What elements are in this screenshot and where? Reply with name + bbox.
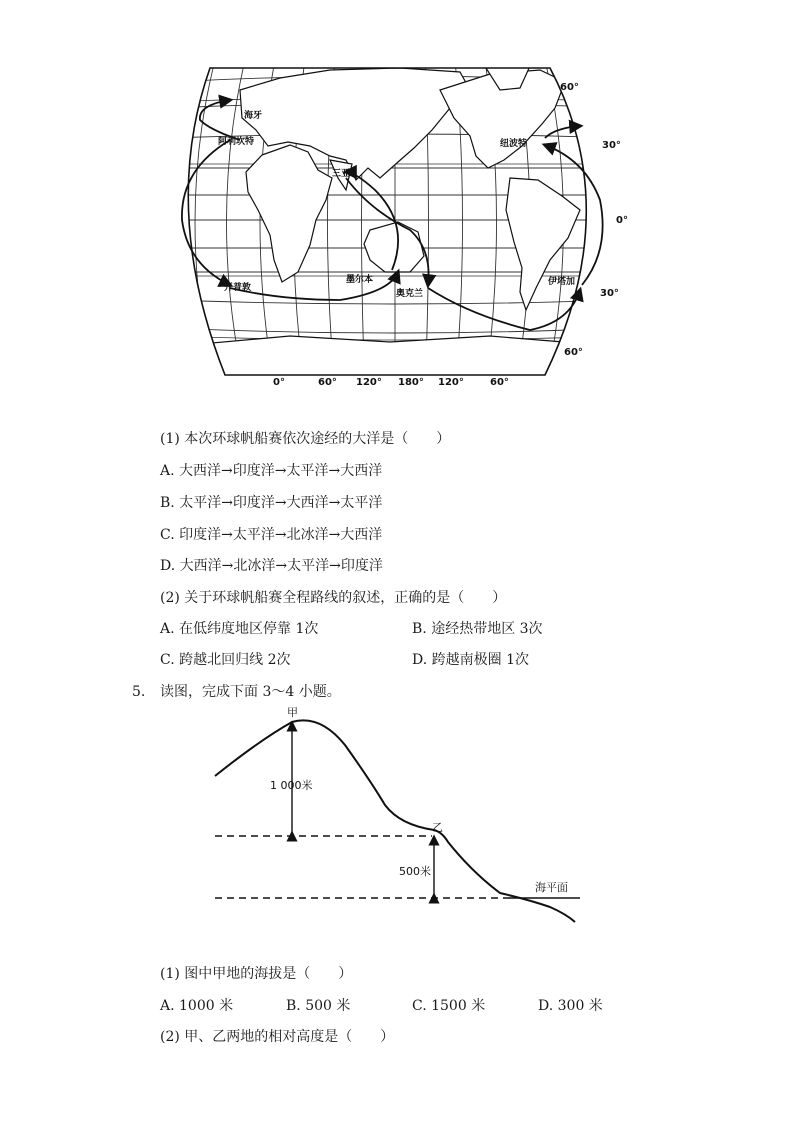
lat-label: 60°: [564, 347, 583, 358]
lon-label: 60°: [490, 377, 509, 388]
label-sea-level: 海平面: [535, 881, 568, 894]
city-label-melbourne: 墨尔本: [346, 275, 374, 285]
africa-landmass: [246, 145, 332, 282]
question-2-option-c[interactable]: C. 跨越北回归线 2次: [160, 652, 291, 668]
question-3-option-a[interactable]: A. 1000 米: [160, 998, 234, 1014]
city-label-hague: 海牙: [244, 111, 263, 121]
question-3-stem: (1) 图中甲地的海拔是（ ）: [160, 966, 353, 982]
lon-label: 120°: [438, 377, 464, 388]
antarctica-landmass: [190, 336, 600, 390]
city-label-itajai: 伊塔加: [548, 277, 576, 287]
question-5-text: 读图，完成下面 3～4 小题。: [160, 684, 341, 700]
lon-label: 60°: [318, 377, 337, 388]
question-2-option-b[interactable]: B. 途经热带地区 3次: [412, 621, 543, 637]
south-america-landmass: [506, 178, 580, 310]
label-yi: 乙: [432, 821, 443, 834]
lat-label: 0°: [616, 215, 628, 226]
lat-label: 60°: [560, 82, 579, 93]
label-jia: 甲: [287, 706, 298, 719]
question-2-option-a[interactable]: A. 在低纬度地区停靠 1次: [160, 621, 319, 637]
label-height-1000: 1 000米: [270, 779, 313, 792]
city-label-alicante: 阿利坎特: [218, 137, 255, 147]
city-label-newport: 纽波特: [500, 139, 528, 149]
question-1-option-a[interactable]: A. 大西洋→印度洋→太平洋→大西洋: [160, 463, 383, 479]
question-1-option-b[interactable]: B. 太平洋→印度洋→大西洋→太平洋: [160, 495, 383, 511]
question-3-option-d[interactable]: D. 300 米: [538, 998, 603, 1014]
question-5-number: 5.: [132, 684, 146, 700]
city-label-sanya: 三亚: [332, 169, 351, 179]
question-2-stem: (2) 关于环球帆船赛全程路线的叙述，正确的是（ ）: [160, 590, 507, 606]
elevation-profile-diagram: [210, 700, 590, 930]
question-4-stem: (2) 甲、乙两地的相对高度是（ ）: [160, 1029, 395, 1045]
question-3-option-c[interactable]: C. 1500 米: [412, 998, 486, 1014]
terrain-profile-line: [215, 720, 575, 922]
city-label-capetown: 开普敦: [224, 283, 252, 293]
question-3-option-b[interactable]: B. 500 米: [286, 998, 351, 1014]
label-height-500: 500米: [399, 865, 431, 878]
lat-label: 30°: [602, 140, 621, 151]
question-2-option-d[interactable]: D. 跨越南极圈 1次: [412, 652, 529, 668]
map-graticule: [170, 60, 620, 390]
world-route-map: [170, 60, 628, 390]
lat-label: 30°: [600, 288, 619, 299]
city-label-auckland: 奥克兰: [396, 289, 424, 299]
question-1-option-c[interactable]: C. 印度洋→太平洋→北冰洋→大西洋: [160, 527, 383, 543]
question-1-option-d[interactable]: D. 大西洋→北冰洋→太平洋→印度洋: [160, 558, 383, 574]
lon-label: 0°: [273, 377, 285, 388]
lon-label: 120°: [356, 377, 382, 388]
question-1-stem: (1) 本次环球帆船赛依次途经的大洋是（ ）: [160, 431, 451, 447]
lon-label: 180°: [398, 377, 424, 388]
